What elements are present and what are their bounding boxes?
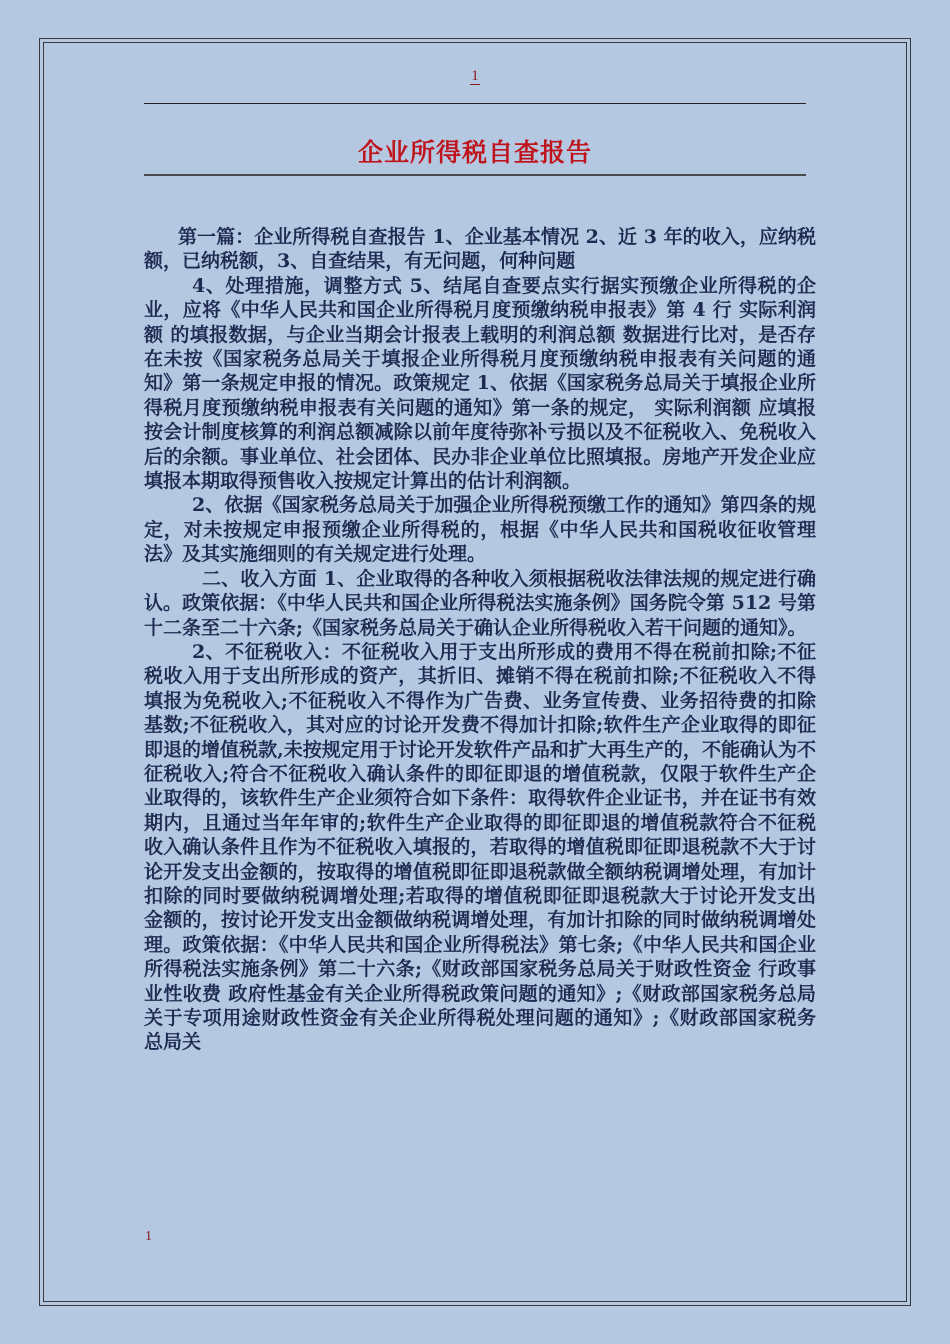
footer-page-number: 1 bbox=[145, 1229, 152, 1244]
header-page-number: 1 bbox=[471, 68, 479, 84]
title-divider bbox=[144, 174, 806, 176]
paragraph: 2、依据《国家税务总局关于加强企业所得税预缴工作的通知》第四条的规定，对未按规定申报预缴企业所得税的，根据《中华人民共和国税收征收管理法》及其实施细则的有关规定进行处理。 bbox=[144, 494, 816, 566]
paragraph: 第一篇：企业所得税自查报告 1、企业基本情况 2、近 3 年的收入，应纳税额，已纳税额，3、自查结果，有无问题，何种问题 bbox=[144, 226, 816, 273]
paragraph: 4、处理措施，调整方式 5、结尾自查要点实行据实预缴企业所得税的企业，应将《中华人民共和国企业所得税月度预缴纳税申报表》第 4 行 实际利润额 的填报数据，与企业当期会计报表上载明的利润总额 数据进行比对，是否存在未按《国家税务总局关于填报企业所得税月度预缴纳税申报表有关问题的通知》第一条规定申报的情况。政策规定 1、依据《国家税务总局关于填报企业所得税月度预缴纳税申报表有关问题的通知》第一条的规定， 实际利润额 应填报按会计制度核算的利润总额减除以前年度待弥补亏损以及不征税收入、免税收入后的余额。事业单位、社会团体、民办非企业单位比照填报。房地产开发企业应填报本期取得预售收入按规定计算出的估计利润额。 bbox=[144, 274, 816, 493]
document-body bbox=[144, 225, 816, 1055]
paragraph: 二、收入方面 1、企业取得的各种收入须根据税收法律法规的规定进行确认。政策依据：《中华人民共和国企业所得税法实施条例》国务院令第 512 号第十二条至二十六条;《国家税务总局关于确认企业所得税收入若干问题的通知》。 bbox=[144, 567, 816, 639]
document-title: 企业所得税自查报告 bbox=[357, 138, 592, 167]
paragraph: 2、不征税收入：不征税收入用于支出所形成的费用不得在税前扣除;不征税收入用于支出所形成的资产，其折旧、摊销不得在税前扣除;不征税收入不得填报为免税收入;不征税收入不得作为广告费、业务宣传费、业务招待费的扣除基数;不征税收入，其对应的讨论开发费不得加计扣除;软件生产企业取得的即征即退的增值税款,未按规定用于讨论开发软件产品和扩大再生产的，不能确认为不征税收入;符合不征税收入确认条件的即征即退的增值税款，仅限于软件生产企业取得的，该软件生产企业须符合如下条件：取得软件企业证书，并在证书有效期内，且通过当年年审的;软件生产企业取得的即征即退的增值税款符合不征税收入确认条件且作为不征税收入填报的，若取得的增值税即征即退税款不大于讨论开发支出金额的，按取得的增值税即征即退税款做全额纳税调增处理，有加计扣除的同时要做纳税调增处理;若取得的增值税即征即退税款大于讨论开发支出金额的，按讨论开发支出金额做纳税调增处理，有加计扣除的同时做纳税调增处理。政策依据：《中华人民共和国企业所得税法》第七条;《中华人民共和国企业所得税法实施条例》第二十六条;《财政部国家税务总局关于财政性资金 行政事业性收费 政府性基金有关企业所得税政策问题的通知》;《财政部国家税务总局关于专项用途财政性资金有关企业所得税处理问题的通知》;《财政部国家税务总局关 bbox=[144, 640, 816, 1054]
header-divider bbox=[144, 103, 806, 104]
